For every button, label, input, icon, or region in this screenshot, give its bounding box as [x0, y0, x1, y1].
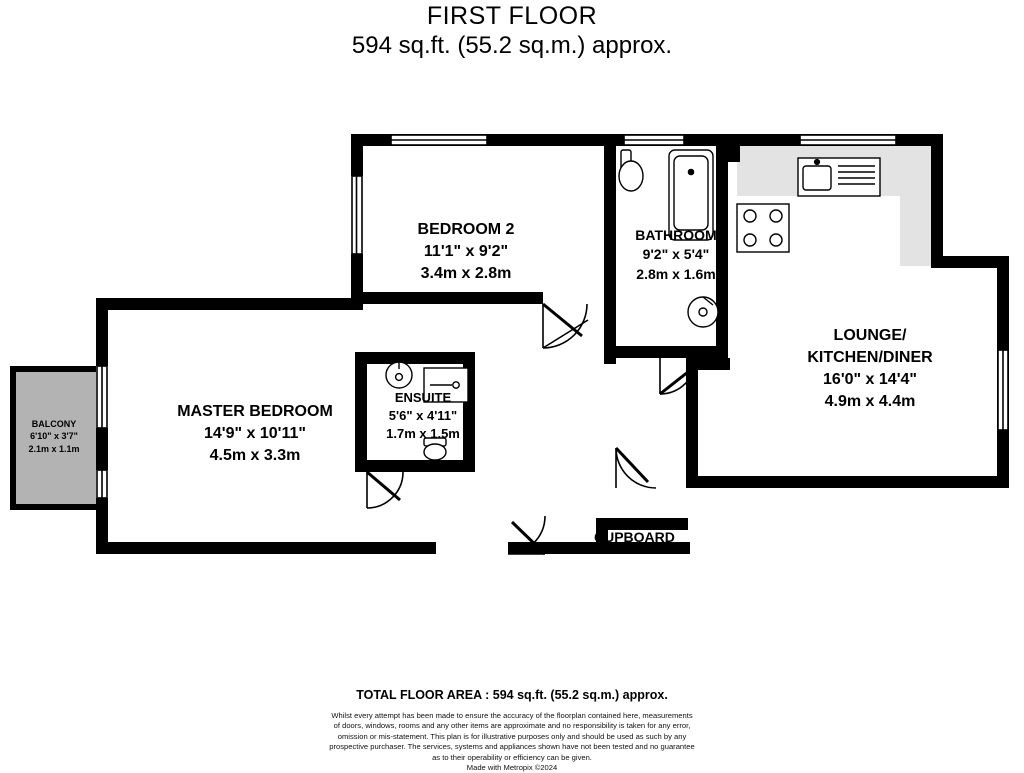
page-area: 594 sq.ft. (55.2 sq.m.) approx.: [351, 32, 673, 59]
room-dim-metric-lounge: 4.9m x 4.4m: [824, 393, 916, 411]
room-dim-imperial-master: 14'9" x 10'11": [204, 425, 306, 443]
disclaimer-line-4: prospective purchaser. The services, systems and appliances shown have not been tested and no guarantee: [329, 742, 695, 752]
room-name-bathroom: BATHROOM: [635, 227, 717, 243]
room-name-bedroom2: BEDROOM 2: [417, 221, 515, 238]
disclaimer-line-1: Whilst every attempt has been made to ensure the accuracy of the floorplan contained here, measurements: [331, 711, 693, 720]
header: [0, 0, 1024, 60]
room-label-bedroom2: [346, 219, 586, 285]
disclaimer-line-2: of doors, windows, rooms and any other items are approximate and no responsibility is taken for any error,: [333, 721, 691, 731]
room-name-ensuite: ENSUITE: [394, 390, 452, 405]
room-name-master-bedroom: MASTER BEDROOM: [177, 403, 333, 420]
room-dim-imperial-bathroom: 9'2" x 5'4": [642, 246, 710, 263]
room-name-cupboard: CUPBOARD: [594, 529, 675, 545]
total-floor-area: TOTAL FLOOR AREA : 594 sq.ft. (55.2 sq.m.) approx.: [356, 688, 668, 702]
room-dim-imperial-ensuite: 5'6" x 4'11": [388, 407, 458, 423]
room-dim-metric-ensuite: 1.7m x 1.5m: [386, 425, 460, 441]
room-name-balcony: BALCONY: [31, 419, 77, 429]
room-dim-imperial-balcony: 6'10" x 3'7": [30, 431, 78, 442]
room-dim-metric-master: 4.5m x 3.3m: [209, 447, 301, 465]
room-label-balcony: [8, 418, 100, 455]
room-name-lounge-line2: KITCHEN/DINER: [807, 349, 933, 367]
room-dim-metric-bathroom: 2.8m x 1.6m: [636, 265, 716, 282]
basin-fixture-bathroom: [688, 297, 718, 327]
room-dim-metric-bedroom2: 3.4m x 2.8m: [420, 265, 512, 283]
sink-fixture: [798, 158, 880, 196]
made-with-credit: Made with Metropix ©2024: [466, 763, 558, 773]
page-title: FIRST FLOOR: [426, 2, 598, 30]
basin-fixture-ensuite: [386, 362, 412, 388]
disclaimer: [0, 711, 1024, 763]
toilet-fixture-bathroom: [619, 150, 643, 191]
footer: [0, 688, 1024, 773]
room-dim-imperial-lounge: 16'0" x 14'4": [823, 371, 917, 389]
room-label-bathroom: [596, 226, 756, 284]
room-label-ensuite: [338, 389, 508, 443]
room-label-lounge: [750, 325, 990, 413]
disclaimer-line-5: as to their operability or efficiency can be given.: [432, 752, 592, 762]
room-label-cupboard: [594, 528, 704, 547]
room-dim-metric-balcony: 2.1m x 1.1m: [28, 443, 80, 454]
room-name-lounge-line1: LOUNGE/: [833, 327, 907, 344]
disclaimer-line-3: omission or mis-statement. This plan is for illustrative purposes only and should be used as such by any: [337, 731, 687, 741]
room-dim-imperial-bedroom2: 11'1" x 9'2": [423, 243, 509, 261]
